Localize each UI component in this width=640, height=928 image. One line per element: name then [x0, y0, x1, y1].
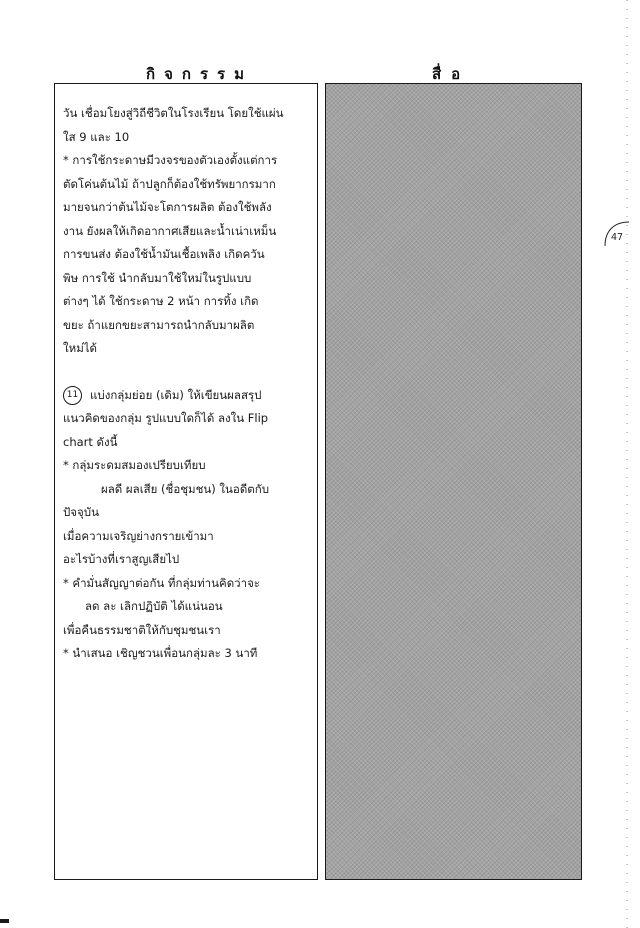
- step-first-line: แบ่งกลุ่มย่อย (เดิม) ให้เขียนผลสรุป: [90, 387, 262, 402]
- paper-cycle-line: พิษ การใช้ นำกลับมาใช้ใหม่ในรูปแบบ: [63, 270, 252, 285]
- bullet-compare-continued: ผลดี ผลเสีย (ชื่อชุมชน) ในอดีตกับ: [101, 481, 270, 496]
- paper-cycle-line: มายจนกว่าต้นไม้จะโตการผลิต ต้องใช้พลัง: [63, 200, 272, 214]
- bullet-present: * นำเสนอ เชิญชวนเพื่อนกลุ่มละ 3 นาที: [63, 646, 258, 660]
- bullet-promise-continued: ลด ละ เลิกปฏิบัติ ได้แน่นอน: [85, 599, 223, 613]
- bullet-compare-tail: ปัจจุบัน: [63, 505, 99, 519]
- scan-edge-mark: [0, 919, 9, 923]
- paper-cycle-line: ใหม่ได้: [63, 341, 98, 355]
- bullet-compare-tail: อะไรบ้างที่เราสูญเสียไป: [63, 552, 180, 566]
- activity-column-header: กิจกรรม: [146, 65, 253, 83]
- step-line: แนวคิดของกลุ่ม รูปแบบใดก็ได้ ลงใน Flip: [63, 411, 269, 425]
- paper-cycle-line: การขนส่ง ต้องใช้น้ำมันเชื้อเพลิง เกิดควัน: [63, 247, 265, 261]
- page-number-badge: [603, 220, 631, 248]
- activity-content: [63, 102, 309, 666]
- step-heading: [63, 384, 309, 408]
- intro-line: ใส 9 และ 10: [63, 129, 130, 144]
- media-column-header: สื่อ: [432, 65, 471, 83]
- page-number: 47: [610, 232, 624, 243]
- step-number-badge: 11: [63, 386, 82, 405]
- paper-cycle-line: งาน ยังผลให้เกิดอากาศเสียและน้ำเน่าเหม็น: [63, 223, 277, 238]
- paper-cycle-line: * การใช้กระดาษมีวงจรของตัวเองตั้งแต่การ: [63, 153, 278, 167]
- paper-cycle-line: ขยะ ถ้าแยกขยะสามารถนำกลับมาผลิต: [63, 317, 255, 332]
- bullet-compare: * กลุ่มระดมสมองเปรียบเทียบ: [63, 458, 206, 472]
- paper-cycle-line: ต่างๆ ได้ ใช้กระดาษ 2 หน้า การทิ้ง เกิด: [63, 294, 259, 308]
- bullet-promise-tail: เพื่อคืนธรรมชาติให้กับชุมชนเรา: [63, 622, 221, 637]
- media-panel-shaded: [325, 83, 582, 880]
- paper-cycle-line: ตัดโค่นต้นไม้ ถ้าปลูกก็ต้องใช้ทรัพยากรมาก: [63, 176, 276, 191]
- page-edge-dots: [626, 0, 628, 928]
- intro-line: วัน เชื่อมโยงสู่วิถีชีวิตในโรงเรียน โดยใช้แผ่น: [63, 106, 284, 120]
- bullet-promise: * คำมั่นสัญญาต่อกัน ที่กลุ่มท่านคิดว่าจะ: [63, 575, 260, 590]
- bullet-compare-tail: เมื่อความเจริญย่างกรายเข้ามา: [63, 528, 214, 543]
- step-line: chart ดังนี้: [63, 434, 118, 449]
- activity-panel: [54, 83, 318, 880]
- section-spacer: [63, 361, 309, 384]
